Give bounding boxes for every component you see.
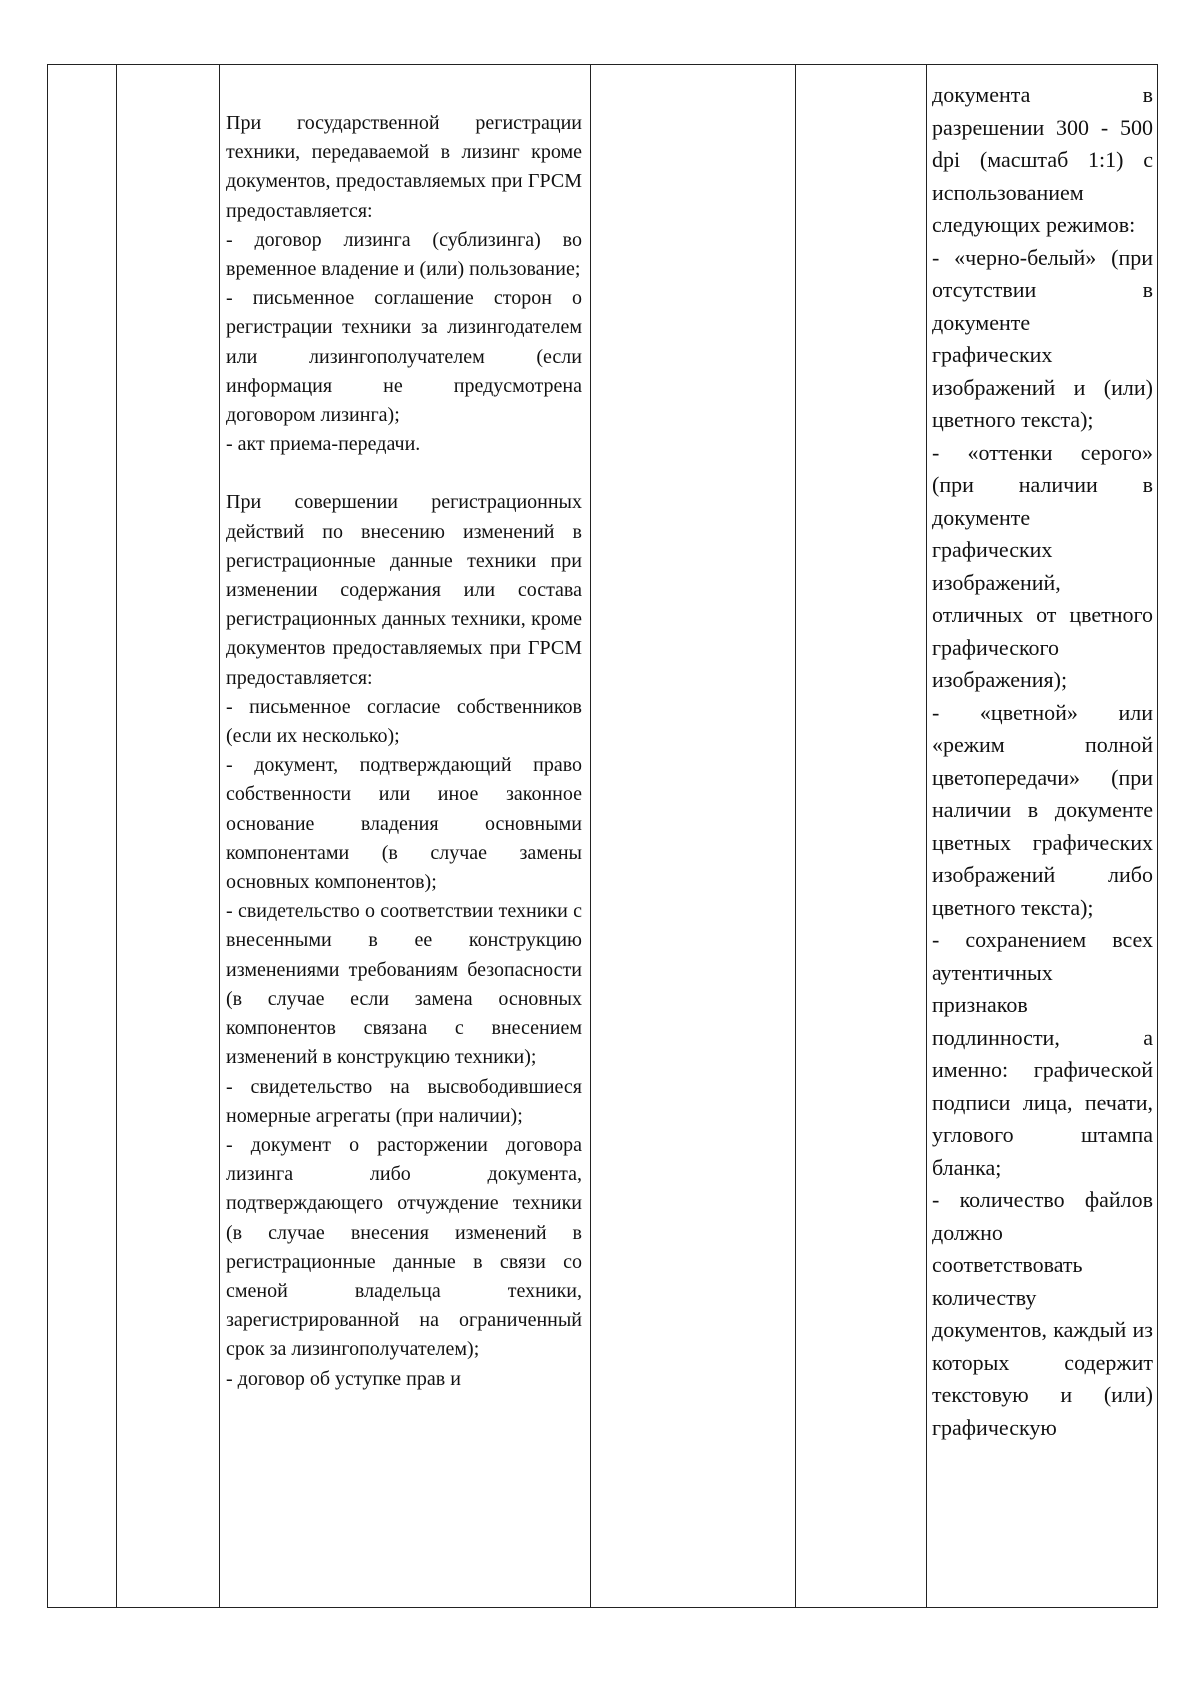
changes-item-aggregates-certificate: - свидетельство на высвободившиеся номерные агрегаты (при наличии); bbox=[226, 1075, 582, 1127]
scan-mode-color: - «цветной» или «режим полной цветопередачи» (при наличии в документе цветных графических изображений либо цветного текста); bbox=[932, 699, 1153, 920]
changes-item-ownership-doc: - документ, подтверждающий право собственности или иное законное основание владения основными компонентами (в случае замены основных компонентов); bbox=[226, 754, 582, 894]
changes-intro-paragraph: При совершении регистрационных действий по внесению изменений в регистрационные данные техники при изменении содержания или состава регистрационных данных техники, кроме документов предоставляемых при ГРСМ предоставляется: bbox=[226, 491, 582, 689]
column-1-cell bbox=[48, 65, 117, 1608]
scan-mode-bw: - «черно-белый» (при отсутствии в документе графических изображений и (или) цветного текста); bbox=[932, 244, 1153, 432]
column-4-cell bbox=[591, 65, 796, 1608]
requirements-cell bbox=[220, 65, 591, 1608]
column-5-cell bbox=[796, 65, 927, 1608]
column-2-cell bbox=[117, 65, 220, 1608]
scan-requirements-cell bbox=[927, 65, 1158, 1608]
leasing-item-contract: - договор лизинга (сублизинга) во временное владение и (или) пользование; bbox=[226, 228, 582, 281]
scan-file-count: - количество файлов должно соответствовать количеству документов, каждый из которых содержит текстовую и (или) графическую bbox=[932, 1187, 1153, 1440]
changes-item-owners-consent: - письменное согласие собственников (если их несколько); bbox=[226, 695, 582, 748]
document-table bbox=[47, 64, 1158, 1608]
leasing-item-act: - акт приема-передачи. bbox=[226, 433, 421, 456]
table-row bbox=[48, 65, 1158, 1608]
requirements-text bbox=[220, 65, 590, 1394]
scan-requirements-text bbox=[927, 65, 1157, 1444]
scan-mode-grayscale: - «оттенки серого» (при наличии в документе графических изображений, отличных от цветного графического изображения); bbox=[932, 439, 1153, 692]
scan-authenticity: - сохранением всех аутентичных признаков подлинности, а именно: графической подписи лица, печати, углового штампа бланка; bbox=[932, 927, 1153, 1180]
paragraph-gap bbox=[226, 459, 582, 488]
changes-item-assignment-contract: - договор об уступке прав и bbox=[226, 1367, 461, 1390]
changes-item-safety-certificate: - свидетельство о соответствии техники с внесенными в ее конструкцию изменениями требованиям безопасности (в случае если замена основных компонентов связана с внесением изменений в конструкцию техники); bbox=[226, 900, 582, 1069]
scan-resolution-paragraph: документа в разрешении 300 - 500 dpi (масштаб 1:1) с использованием следующих режимов: bbox=[932, 82, 1153, 237]
leasing-item-agreement: - письменное соглашение сторон о регистрации техники за лизингодателем или лизингополучателем (если информация не предусмотрена договором лизинга); bbox=[226, 287, 582, 427]
changes-item-termination-doc: - документ о расторжении договора лизинга либо документа, подтверждающего отчуждение техники (в случае внесения изменений в регистрационные данные в связи со сменой владельца техники, зарегистрированной на ограниченный срок за лизингополучателем); bbox=[226, 1133, 582, 1361]
leasing-intro-paragraph: При государственной регистрации техники, передаваемой в лизинг кроме документов, предоставляемых при ГРСМ предоставляется: bbox=[226, 112, 582, 222]
